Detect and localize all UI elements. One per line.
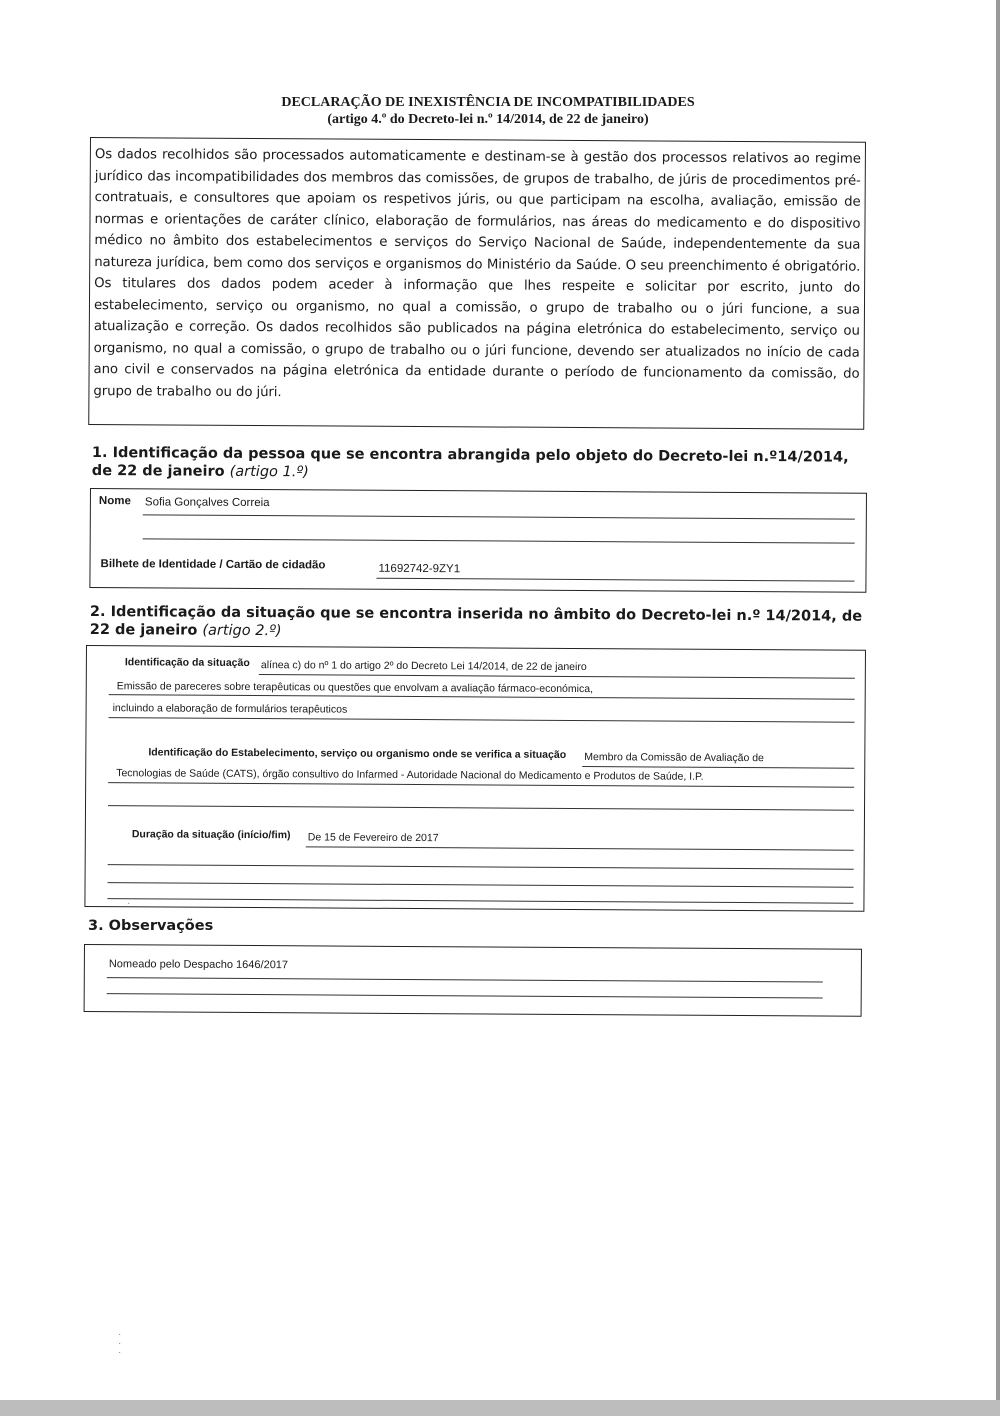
observations-underline-1 bbox=[107, 977, 823, 982]
duration-underline-4 bbox=[107, 898, 853, 904]
duration-underline-3 bbox=[108, 882, 854, 888]
name-underline bbox=[143, 514, 855, 519]
section-3-heading: 3. Observações bbox=[88, 918, 214, 934]
page-edge bbox=[996, 0, 1000, 1416]
duration-field[interactable]: De 15 de Fevereiro de 2017 bbox=[307, 831, 439, 845]
observations-field[interactable]: Nomeado pelo Despacho 1646/2017 bbox=[108, 958, 289, 972]
observations-underline-2 bbox=[107, 993, 823, 998]
establishment-underline-1 bbox=[582, 766, 854, 769]
section-2-title: 2. Identificação da situação que se encontra inserida no âmbito do Decreto-lei n.º 14/2014, de 22 de janeiro bbox=[89, 604, 863, 639]
establishment-label: Identificação do Estabelecimento, serviço ou organismo onde se verifica a situação bbox=[148, 746, 567, 761]
duration-underline-1 bbox=[306, 846, 854, 850]
title-line-2: (artigo 4.º do Decreto-lei n.º 14/2014, de 22 de janeiro) bbox=[327, 112, 649, 127]
establishment-underline-3 bbox=[108, 805, 854, 811]
situation-identification-box bbox=[84, 645, 866, 912]
observations-box bbox=[84, 944, 862, 1017]
name-field[interactable]: Sofia Gonçalves Correia bbox=[144, 496, 270, 510]
situation-field-line-1[interactable]: alínea c) do nº 1 do artigo 2º do Decreto Lei 14/2014, de 22 de janeiro bbox=[260, 659, 587, 674]
document-title bbox=[150, 94, 826, 128]
scan-mark: · bbox=[127, 898, 131, 909]
data-protection-notice: Os dados recolhidos são processados automaticamente e destinam-se à gestão dos processos relativos ao regime jurídico das incompatibilidades dos membros das comissões, de grupos de trabalho, de júris de procedimentos pré-contratuais, e consultores que apoiam os respetivos júris, ou que participam na escolha, avaliação, emissão de normas e orientações de caráter clínico, elaboração de formulários, nas áreas do medicamento e do dispositivo médico no âmbito dos estabelecimentos e serviços do Serviço Nacional de Saúde, independentemente da sua natureza jurídica, bem como dos serviços e organismos do Ministério da Saúde. O seu preenchimento é obrigatório. Os titulares dos dados podem aceder à informação que lhes respeite e solicitar por escrito, junto do estabelecimento, serviço ou organismo, no qual a comissão, o grupo de trabalho ou o júri funcione, a sua atualização e correção. Os dados recolhidos são publicados na página eletrónica do estabelecimento, serviço ou organismo, no qual a comissão, o grupo de trabalho ou o júri funcione, devendo ser atualizados no início de cada ano civil e conservados na página eletrónica da entidade durante o período de funcionamento da comissão, do grupo de trabalho ou do júri. bbox=[93, 147, 861, 400]
section-2-article: (artigo 2.º) bbox=[202, 622, 282, 640]
scan-mark-margin: · · · bbox=[118, 1329, 122, 1358]
section-2-heading bbox=[90, 603, 865, 644]
id-label: Bilhete de Identidade / Cartão de cidadão bbox=[100, 558, 326, 572]
situation-label: Identificação da situação bbox=[124, 656, 250, 670]
duration-label: Duração da situação (início/fim) bbox=[131, 828, 291, 842]
section-1-title: 1. Identificação da pessoa que se encontra abrangida pelo objeto do Decreto-lei n.º14/2014, de 22 de janeiro bbox=[91, 444, 849, 480]
establishment-underline-2 bbox=[108, 782, 854, 788]
situation-underline-3 bbox=[109, 717, 855, 723]
situation-field-line-3[interactable]: incluindo a elaboração de formulários terapêuticos bbox=[112, 702, 348, 716]
data-protection-notice-box bbox=[88, 137, 866, 430]
establishment-field-line-2[interactable]: Tecnologias de Saúde (CATS), órgão consultivo do Infarmed - Autoridade Nacional do Medicamento e Produtos de Saúde, I.P. bbox=[116, 767, 704, 783]
section-1-heading bbox=[92, 444, 862, 485]
name-label: Nome bbox=[98, 495, 131, 508]
id-field[interactable]: 11692742-9ZY1 bbox=[378, 562, 461, 576]
situation-field-line-2[interactable]: Emissão de pareceres sobre terapêuticas ou questões que envolvam a avaliação fármaco-económica, bbox=[116, 680, 594, 696]
name-underline-2 bbox=[143, 538, 855, 543]
scan-border bbox=[0, 1400, 1000, 1416]
person-identification-box bbox=[89, 488, 867, 593]
duration-underline-2 bbox=[108, 864, 854, 870]
section-1-article: (artigo 1.º) bbox=[229, 463, 309, 481]
establishment-field-line-1[interactable]: Membro da Comissão de Avaliação de bbox=[584, 751, 764, 765]
situation-underline-1 bbox=[259, 674, 855, 679]
situation-underline-2 bbox=[109, 694, 855, 700]
title-line-1: DECLARAÇÃO DE INEXISTÊNCIA DE INCOMPATIBILIDADES bbox=[281, 95, 695, 110]
id-underline bbox=[376, 578, 854, 582]
